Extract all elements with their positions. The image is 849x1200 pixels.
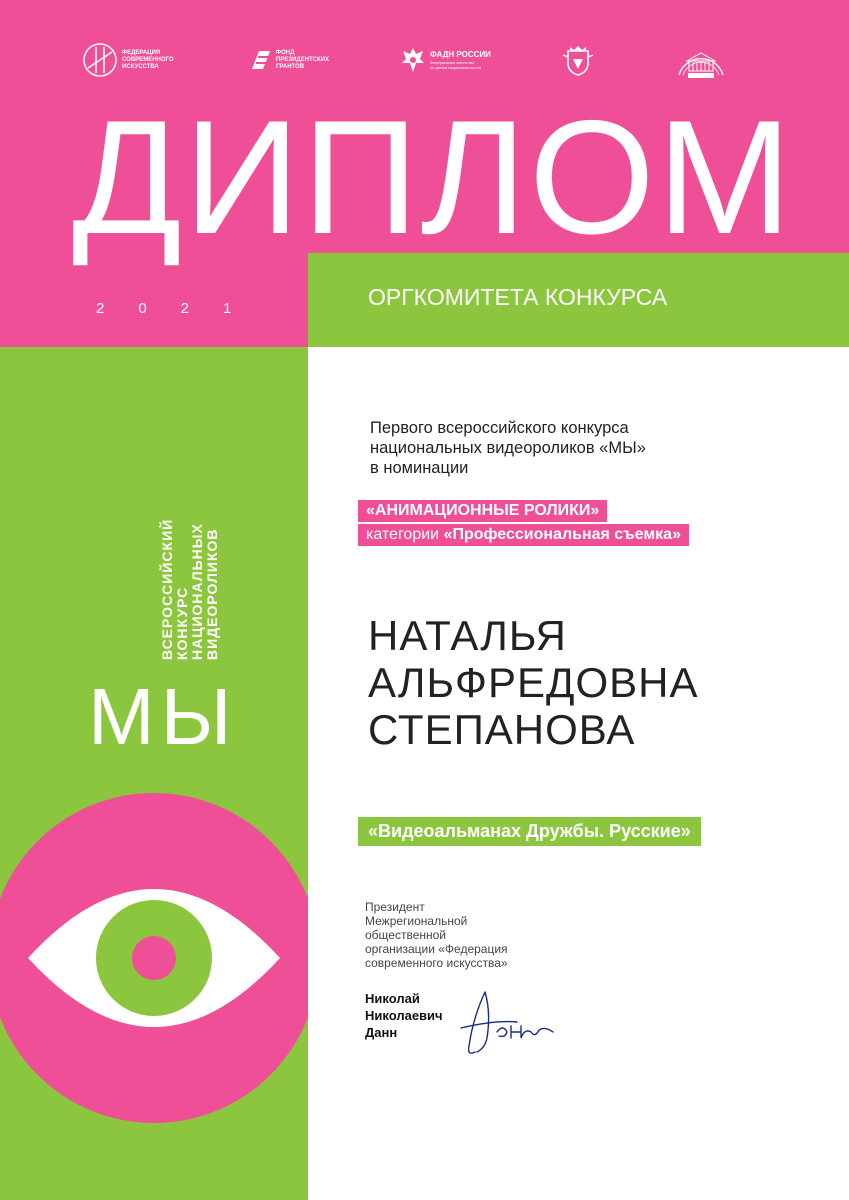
regional-coat-of-arms-icon [560, 43, 596, 77]
intro-line: в номинации [370, 459, 469, 477]
presidential-grants-logo-icon [250, 49, 272, 71]
vertical-title-line: ВСЕРОССИЙСКИЙ [159, 518, 175, 660]
signatory-name [365, 990, 443, 1041]
logo-federation-text [122, 50, 174, 71]
vertical-title-line: ВИДЕОРОЛИКОВ [204, 528, 220, 660]
diploma-year: 2021 [96, 300, 266, 317]
recipient-name-line: АЛЬФРЕДОВНА [368, 659, 699, 706]
work-title: «Видеоальманах Дружбы. Русские» [358, 817, 701, 846]
logo-text-line: Федеральное агентство [430, 60, 475, 65]
signatory-role [365, 900, 508, 970]
logo-text-line: ФЕДЕРАЦИЯ [122, 49, 161, 56]
diploma-subtitle: ОРГКОМИТЕТА КОНКУРСА [368, 284, 668, 310]
role-line: Президент [365, 900, 425, 914]
logo-fadn-text [430, 50, 491, 70]
logo-grants-text [276, 50, 329, 71]
contest-vertical-title [160, 480, 240, 660]
logo-federation [82, 30, 174, 90]
partner-logos [0, 30, 849, 90]
intro-line: Первого всероссийского конкурса [370, 419, 629, 437]
signatory-name-line: Данн [365, 1025, 398, 1040]
role-line: современного искусства» [365, 956, 508, 970]
recipient-name-line: НАТАЛЬЯ [368, 612, 567, 659]
diploma-title: ДИПЛОМ [72, 87, 794, 268]
logo-text-line: ИСКУССТВА [122, 63, 159, 70]
logo-text-line: ПРЕЗИДЕНТСКИХ [276, 56, 329, 63]
category-value: «Профессиональная съемка» [443, 526, 681, 543]
nomination-label: «АНИМАЦИОННЫЕ РОЛИКИ» [358, 500, 607, 522]
logo-duma [676, 30, 726, 90]
signatory-name-line: Николаевич [365, 1008, 443, 1023]
signature-icon [455, 982, 565, 1062]
contest-brand: МЫ [88, 672, 238, 761]
eye-emblem-icon [0, 790, 308, 1130]
logo-text-line: ГРАНТОВ [276, 63, 305, 70]
vertical-title-line: НАЦИОНАЛЬНЫХ [189, 523, 205, 660]
logo-text-line: ФОНД [276, 49, 295, 56]
signatory-name-line: Николай [365, 991, 420, 1006]
logo-fadn [400, 30, 491, 90]
duma-building-seal-icon [676, 41, 726, 79]
eagle-emblem-icon [400, 45, 426, 75]
role-line: общественной [365, 928, 446, 942]
recipient-name-line: СТЕПАНОВА [368, 706, 636, 753]
logo-region [560, 30, 596, 90]
logo-text-line: СОВРЕМЕННОГО [122, 56, 174, 63]
category-prefix: категории [366, 526, 440, 543]
logo-text-line: ФАДН РОССИИ [430, 50, 491, 59]
award-intro [370, 418, 646, 478]
role-line: организации «Федерация [365, 942, 508, 956]
logo-text-line: по делам национальностей [430, 65, 482, 70]
federation-logo-icon [82, 42, 118, 78]
role-line: Межрегиональной [365, 914, 468, 928]
intro-line: национальных видеороликов «МЫ» [370, 439, 646, 457]
recipient-name [368, 612, 699, 753]
category-label [358, 524, 689, 546]
vertical-title-line: КОНКУРС [174, 586, 190, 660]
logo-presidential-grants [250, 30, 329, 90]
